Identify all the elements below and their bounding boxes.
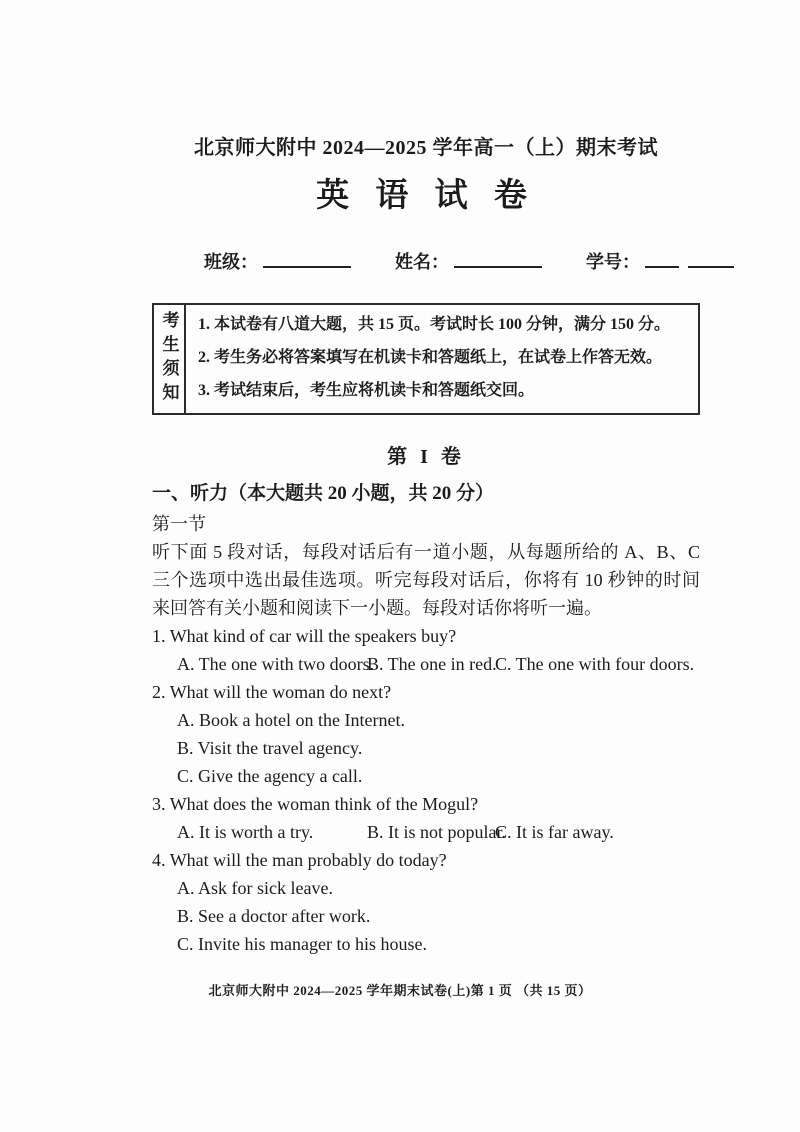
question-4-number: 4. xyxy=(152,850,166,870)
question-2-option-c: C. Give the agency a call. xyxy=(177,766,363,786)
student-id-field xyxy=(586,248,734,274)
question-3-option-c: C. It is far away. xyxy=(495,822,614,842)
name-blank-line xyxy=(454,252,542,268)
notice-side-label: 考生须知 xyxy=(154,305,186,413)
question-2-option-a: A. Book a hotel on the Internet. xyxy=(177,710,405,730)
notice-items xyxy=(186,305,698,413)
question-3-text: 3. What does the woman think of the Mogul? xyxy=(152,794,479,814)
question-1-option-b: B. The one in red. xyxy=(367,654,497,674)
class-field-label: 班级： xyxy=(204,252,258,272)
class-field xyxy=(204,248,351,274)
question-3-option-a: A. It is worth a try. xyxy=(177,822,314,842)
question-1-number: 1. xyxy=(152,626,166,646)
notice-box xyxy=(152,303,700,415)
question-2 xyxy=(152,678,700,790)
question-3-number: 3. xyxy=(152,794,166,814)
question-4-option-b: B. See a doctor after work. xyxy=(177,906,371,926)
volume-heading: 第 I 卷 xyxy=(387,446,465,468)
question-1-text: 1. What kind of car will the speakers buy? xyxy=(152,626,457,646)
question-1-options xyxy=(152,650,700,678)
question-1-option-a: A. The one with two doors. xyxy=(177,654,375,674)
student-info-row xyxy=(152,248,700,274)
question-1 xyxy=(152,622,700,678)
student-id-field-label: 学号： xyxy=(586,252,640,272)
name-field xyxy=(395,248,542,274)
notice-item-1: 1. 本试卷有八道大题，共 15 页。考试时长 100 分钟，满分 150 分。 xyxy=(198,316,671,333)
page-title: 英 语 试 卷 xyxy=(316,178,536,214)
question-2-text: 2. What will the woman do next? xyxy=(152,682,392,702)
question-4-text: 4. What will the man probably do today? xyxy=(152,850,447,870)
listening-instructions: 听下面 5 段对话，每段对话后有一道小题，从每题所给的 A、B、C 三个选项中选出最佳选项。听完每段对话后，你将有 10 秒钟的时间来回答有关小题和阅读下一小题。每段对话你将听一遍。 xyxy=(152,542,700,618)
question-3-option-b: B. It is not popular. xyxy=(367,822,506,842)
student-id-blank-line-2 xyxy=(688,252,734,268)
part-one-heading: 第一节 xyxy=(152,514,206,534)
student-id-blank-line-1 xyxy=(645,252,679,268)
question-4-option-a: A. Ask for sick leave. xyxy=(177,878,333,898)
notice-item-2: 2. 考生务必将答案填写在机读卡和答题纸上，在试卷上作答无效。 xyxy=(198,349,663,366)
question-3-options xyxy=(152,818,700,846)
name-field-label: 姓名： xyxy=(395,252,449,272)
listening-section-heading: 一、听力（本大题共 20 小题，共 20 分） xyxy=(152,483,495,504)
page-footer: 北京师大附中 2024—2025 学年期末试卷(上)第 1 页 （共 15 页） xyxy=(208,983,592,998)
question-4-option-c: C. Invite his manager to his house. xyxy=(177,934,427,954)
question-4 xyxy=(152,846,700,958)
notice-item-3: 3. 考试结束后，考生应将机读卡和答题纸交回。 xyxy=(198,382,535,399)
class-blank-line xyxy=(263,252,351,268)
question-2-option-b: B. Visit the travel agency. xyxy=(177,738,363,758)
exam-header-line: 北京师大附中 2024—2025 学年高一（上）期末考试 xyxy=(194,137,658,159)
question-2-options xyxy=(152,706,700,790)
question-2-number: 2. xyxy=(152,682,166,702)
question-4-options xyxy=(152,874,700,958)
question-3 xyxy=(152,790,700,846)
question-1-option-c: C. The one with four doors. xyxy=(495,654,695,674)
page-content xyxy=(152,0,700,958)
